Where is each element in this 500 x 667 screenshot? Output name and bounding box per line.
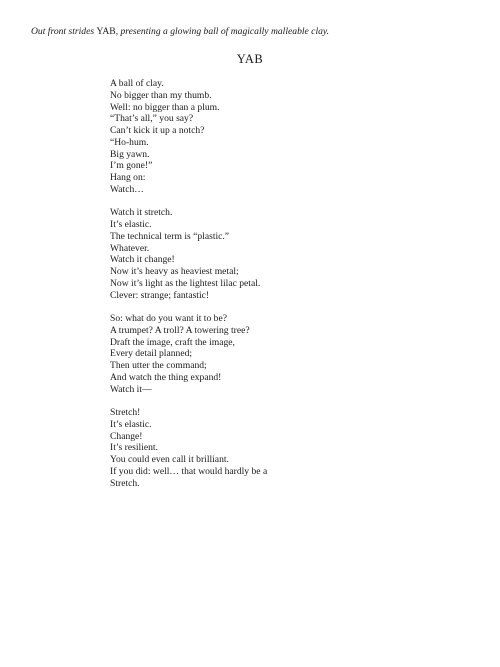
stage-direction-before: Out front strides — [31, 26, 97, 37]
poem-line: Whatever. — [110, 242, 150, 254]
poem-line: “That’s all,” you say? — [110, 113, 194, 125]
poem-line: It’s resilient. — [110, 442, 158, 454]
poem-line: Watch it stretch. — [110, 207, 173, 219]
stage-direction — [31, 26, 329, 38]
poem-line: If you did: well… that would hardly be a — [110, 465, 268, 477]
poem-line: Watch it change! — [110, 254, 175, 266]
poem-line: Watch it— — [110, 383, 152, 395]
poem-body — [110, 78, 267, 501]
poem-line: Now it’s light as the lightest lilac petal. — [110, 277, 261, 289]
poem-line: So: what do you want it to be? — [110, 313, 227, 324]
stanza — [110, 313, 267, 395]
poem-line: Draft the image, craft the image, — [110, 336, 235, 348]
poem-line: Stretch! — [110, 407, 141, 418]
poem-line: Change! — [110, 430, 143, 442]
poem-line: You could even call it brilliant. — [110, 454, 229, 465]
poem-line: Big yawn. — [110, 148, 150, 160]
stage-direction-speaker: YAB — [96, 26, 116, 37]
poem-line: No bigger than my thumb. — [110, 89, 212, 101]
poem-line: A trumpet? A troll? A towering tree? — [110, 324, 250, 336]
poem-line: A ball of clay. — [110, 78, 164, 89]
poem-line: Now it’s heavy as heaviest metal; — [110, 266, 239, 277]
poem-line: Then utter the command; — [110, 360, 207, 371]
poem-line: Well: no bigger than a plum. — [110, 101, 220, 113]
poem-line: And watch the thing expand! — [110, 371, 222, 383]
poem-line: Stretch. — [110, 477, 140, 489]
stanza — [110, 407, 267, 489]
poem-line: “Ho-hum. — [110, 136, 149, 148]
poem-line: It’s elastic. — [110, 418, 152, 430]
stanza — [110, 78, 267, 196]
poem-line: Clever: strange; fantastic! — [110, 289, 210, 301]
poem-line: The technical term is “plastic.” — [110, 230, 230, 242]
speaker-heading: YAB — [236, 52, 264, 66]
poem-line: Every detail planned; — [110, 348, 193, 360]
poem-line: Hang on: — [110, 172, 146, 183]
stanza — [110, 207, 267, 301]
poem-line: Watch… — [110, 183, 144, 195]
poem-line: I’m gone!” — [110, 160, 153, 172]
poem-line: It’s elastic. — [110, 219, 152, 230]
stage-direction-after: , presenting a glowing ball of magically malleable clay. — [115, 26, 330, 37]
poem-line: Can’t kick it up a notch? — [110, 125, 205, 136]
